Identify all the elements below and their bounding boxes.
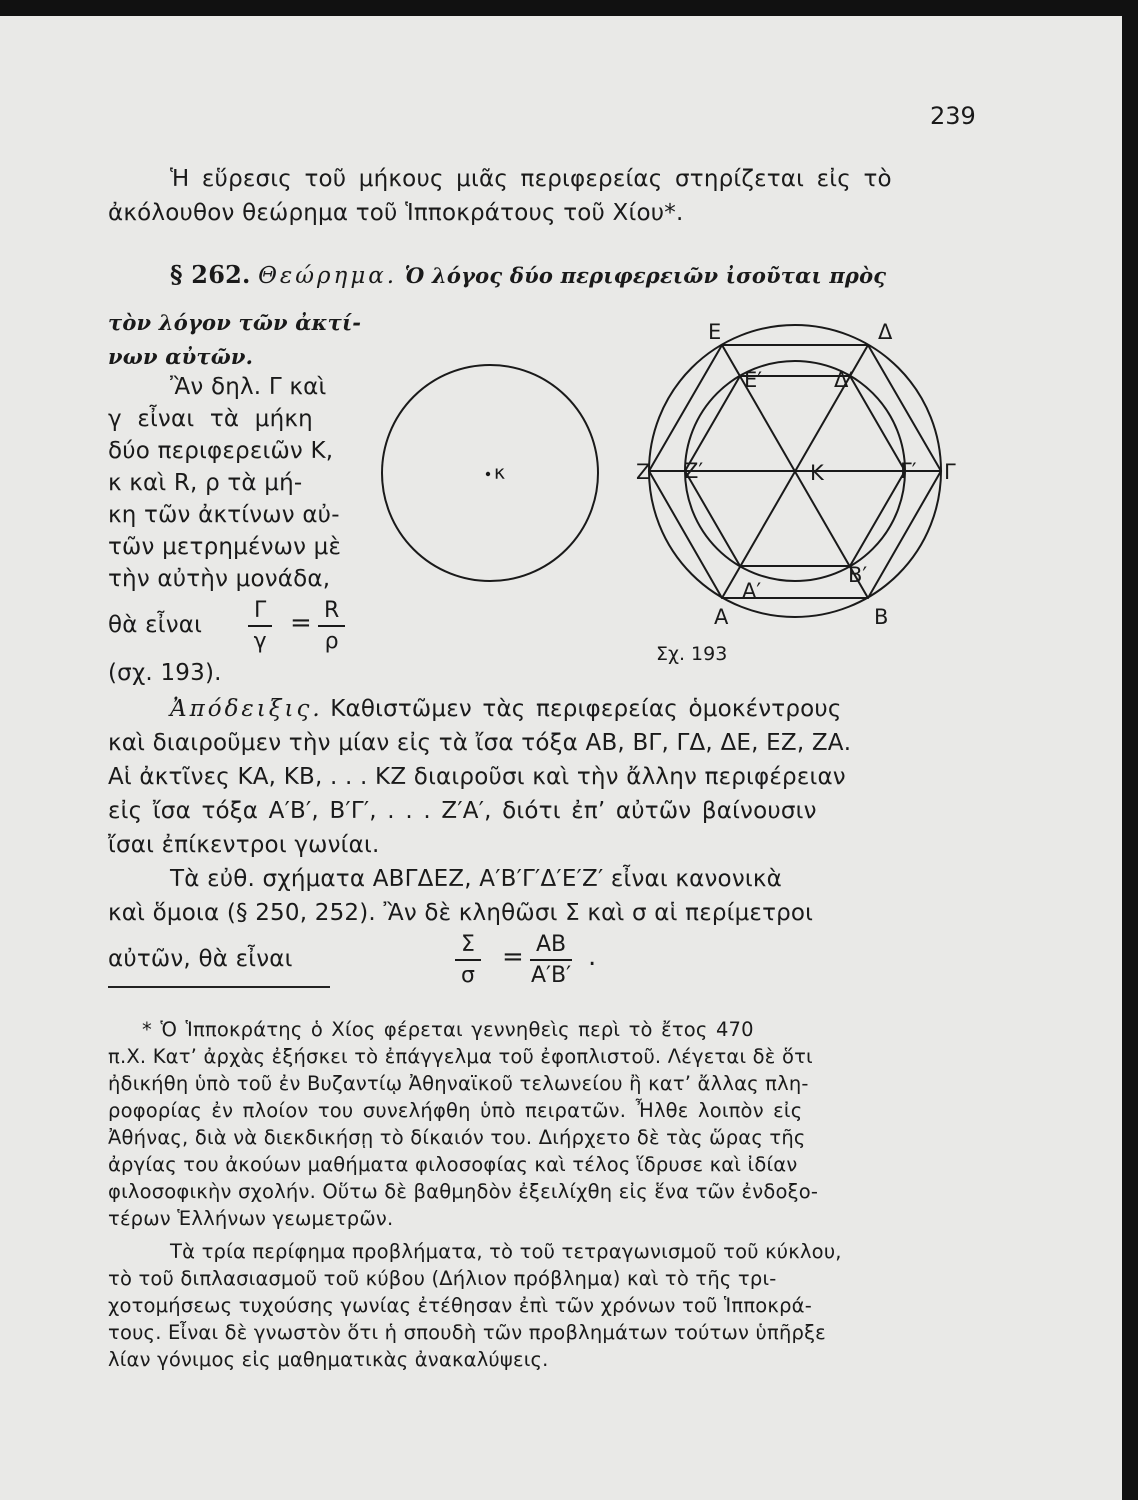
ratio2-fraction-left (455, 932, 481, 988)
proof-line-5: ἴσαι ἐπίκεντροι γωνίαι. (108, 832, 380, 858)
footnote-line-9: Τὰ τρία περίφημα προβλήματα, τὸ τοῦ τετραγωνισμοῦ τοῦ κύκλου, (170, 1240, 842, 1263)
proof-label: Ἀπόδειξις. (170, 696, 323, 722)
label-inner-g: Γ′ (900, 459, 917, 483)
ratio2-num-2: AB (530, 932, 572, 961)
theorem-statement-2: τὸν λόγον τῶν ἀκτί- (108, 310, 362, 335)
label-outer-z: Z (636, 460, 651, 484)
label-inner-z: Z′ (684, 459, 704, 483)
theorem-label: Θεώρημα. (258, 263, 398, 289)
label-inner-e: E′ (744, 368, 763, 392)
footnote-line-2: π.Χ. Κατ’ ἀρχὰς ἐξήσκει τὸ ἐπάγγελμα τοῦ ἐφοπλιστοῦ. Λέγεται δὲ ὅτι (108, 1045, 813, 1068)
left-line-2: γ εἶναι τὰ μήκη (108, 406, 313, 432)
label-outer-e: E (708, 320, 722, 344)
ratio1-den-2: ρ (324, 629, 339, 654)
small-circle-center-dot (486, 472, 490, 476)
label-inner-d: Δ′ (834, 368, 854, 392)
footnote-line-1: * Ὁ Ἱπποκράτης ὁ Χίος φέρεται γεννηθεὶς περὶ τὸ ἔτος 470 (142, 1018, 754, 1041)
page-number: 239 (930, 102, 976, 130)
ratio1-equals: = (290, 608, 312, 638)
left-line-5: κη τῶν ἀκτίνων αὐ- (108, 502, 340, 528)
proof-line-6: Τὰ εὐθ. σχήματα ΑΒΓΔΕΖ, Α′Β′Γ′Δ′Ε′Ζ′ εἶναι κανονικὰ (170, 866, 782, 892)
footnote-line-7: φιλοσοφικὴν σχολήν. Οὕτω δὲ βαθμηδὸν ἐξειλίχθη εἰς ἕνα τῶν ἐνδοξο- (108, 1180, 819, 1203)
proof-line-7: καὶ ὅμοια (§ 250, 252). Ἂν δὲ κληθῶσι Σ καὶ σ αἱ περίμετροι (108, 900, 814, 926)
footnote-line-8: τέρων Ἑλλήνων γεωμετρῶν. (108, 1207, 394, 1230)
ratio1-den-1: γ (253, 629, 267, 654)
intro-line-2: ἀκόλουθον θεώρημα τοῦ Ἱπποκράτους τοῦ Χίου*. (108, 200, 684, 226)
ratio2-den-2: A′B′ (531, 963, 572, 988)
proof-line-1 (170, 696, 842, 722)
ratio2-lead: αὐτῶν, θὰ εἶναι (108, 946, 293, 972)
label-outer-b: B (874, 605, 889, 629)
label-inner-a: A′ (742, 579, 762, 603)
left-line-7: τὴν αὐτὴν μονάδα, (108, 566, 331, 592)
proof-line-4: εἰς ἴσα τόξα Α′Β′, Β′Γ′, . . . Ζ′Α′, διότι ἐπ’ αὐτῶν βαίνουσιν (108, 798, 817, 824)
footnote-rule (108, 986, 330, 988)
label-center-k: K (810, 461, 824, 485)
footnote-line-5: Ἀθήνας, διὰ νὰ διεκδικήσῃ τὸ δίκαιόν του. Διήρχετο δὲ τὰς ὥρας τῆς (108, 1126, 806, 1149)
theorem-statement-3: νων αὐτῶν. (108, 344, 254, 369)
footnote-line-4: ροφορίας ἐν πλοίον του συνελήφθη ὑπὸ πειρατῶν. Ἦλθε λοιπὸν εἰς (108, 1099, 803, 1122)
left-line-6: τῶν μετρημένων μὲ (108, 534, 342, 560)
figure-caption: Σχ. 193 (656, 643, 728, 665)
left-line-4: κ καὶ R, ρ τὰ μή- (108, 470, 303, 496)
footnote-line-3: ἠδικήθη ὑπὸ τοῦ ἐν Βυζαντίῳ Ἀθηναϊκοῦ τελωνείου ἢ κατ’ ἄλλας πλη- (108, 1072, 809, 1095)
theorem-statement-1: Ὁ λόγος δύο περιφερειῶν ἰσοῦται πρὸς (404, 263, 887, 288)
ratio2-equals: = (502, 942, 524, 972)
footnote-line-11: χοτομήσεως τυχούσης γωνίας ἐτέθησαν ἐπὶ τῶν χρόνων τοῦ Ἱπποκρά- (108, 1294, 812, 1317)
ratio2-den-1: σ (460, 963, 475, 988)
footnote-line-13: λίαν γόνιμος εἰς μαθηματικὰς ἀνακαλύψεις. (108, 1348, 549, 1371)
label-outer-a: A (714, 605, 729, 629)
left-line-1: Ἂν δηλ. Γ καὶ (170, 374, 327, 400)
label-outer-g: Γ (944, 460, 956, 484)
book-page (0, 16, 1122, 1500)
footnote-line-12: τους. Εἶναι δὲ γνωστὸν ὅτι ἡ σπουδὴ τῶν προβλημάτων τούτων ὑπῆρξε (108, 1321, 826, 1344)
proof-line-1-rest: Καθιστῶμεν τὰς περιφερείας ὁμοκέντρους (330, 696, 842, 722)
section-number: § 262. (170, 260, 251, 289)
small-circle-center-label: κ (494, 462, 506, 484)
intro-line-1: Ἡ εὕρεσις τοῦ μήκους μιᾶς περιφερείας στηρίζεται εἰς τὸ (170, 166, 892, 192)
proof-line-2: καὶ διαιροῦμεν τὴν μίαν εἰς τὰ ἴσα τόξα AB, BΓ, ΓΔ, ΔΕ, ΕΖ, ΖΑ. (108, 730, 852, 756)
ratio1-num-1: Γ (248, 598, 272, 627)
ratio2-num-1: Σ (455, 932, 481, 961)
left-line-3: δύο περιφερειῶν Κ, (108, 438, 334, 464)
label-inner-b: B′ (848, 563, 868, 587)
label-outer-d: Δ (878, 320, 893, 344)
footnote-line-10: τὸ τοῦ διπλασιασμοῦ τοῦ κύβου (Δήλιον πρόβλημα) καὶ τὸ τῆς τρι- (108, 1267, 777, 1290)
small-circle (382, 365, 598, 581)
proof-line-3: Αἱ ἀκτῖνες ΚΑ, ΚΒ, . . . ΚΖ διαιροῦσι καὶ τὴν ἄλλην περιφέρειαν (108, 764, 846, 790)
footnote-line-6: ἀργίας του ἀκούων μαθήματα φιλοσοφίας καὶ τέλος ἵδρυσε καὶ ἰδίαν (108, 1153, 798, 1176)
ratio2-fraction-right (530, 932, 572, 988)
ratio1-lead: θὰ εἶναι (108, 612, 203, 638)
ratio2-end: . (588, 942, 597, 972)
ratio1-num-2: R (318, 598, 345, 627)
figure-reference: (σχ. 193). (108, 660, 222, 686)
